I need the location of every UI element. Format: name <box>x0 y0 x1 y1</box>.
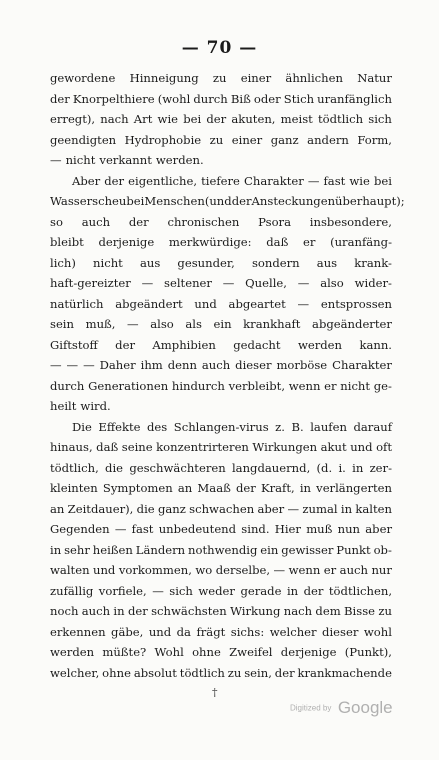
word: der <box>128 214 149 229</box>
word: auch <box>81 214 111 229</box>
word: er <box>324 378 337 393</box>
word: und <box>350 440 373 454</box>
word: aber <box>257 501 285 516</box>
word: derselbe, <box>215 563 271 577</box>
word: — <box>50 358 62 372</box>
word: muß <box>306 522 333 536</box>
word: auch <box>201 358 231 372</box>
word: Zeitdauer), <box>67 501 134 516</box>
word: Aber <box>72 173 101 188</box>
word: an <box>177 481 193 495</box>
digitized-watermark <box>290 698 393 718</box>
word: verbleibt, <box>228 378 286 393</box>
word: so <box>50 214 63 229</box>
word: heißen <box>92 542 133 557</box>
word: gäbe, <box>111 624 144 639</box>
word: werden <box>50 645 95 659</box>
text-line <box>50 314 392 335</box>
word: geendigten <box>50 132 117 147</box>
word: tödtlichen, <box>328 583 392 598</box>
word: oft <box>376 440 392 454</box>
word: gedacht <box>233 337 281 352</box>
word: Charakter <box>243 173 304 188</box>
word: ein <box>213 317 232 331</box>
word: auch <box>339 563 368 577</box>
word: z. <box>275 419 285 434</box>
word: Ländern <box>135 542 186 557</box>
word: tödtlich <box>317 112 364 126</box>
word: welcher <box>269 624 317 639</box>
word: in <box>299 481 312 495</box>
word: ohne <box>102 665 131 680</box>
word: wie <box>349 173 370 188</box>
text-line <box>50 89 392 110</box>
word: der <box>235 481 256 495</box>
word: der <box>115 337 135 352</box>
word: — <box>127 317 139 331</box>
word: meist <box>280 112 313 126</box>
word: nun <box>337 522 361 536</box>
word: bei <box>373 173 392 188</box>
word: nicht <box>340 378 371 393</box>
word: — <box>114 522 127 536</box>
word: Gegenden <box>50 522 110 536</box>
word: dem <box>315 604 341 618</box>
word: zu <box>209 132 224 147</box>
word: abgeartet <box>228 296 286 311</box>
word: chronischen <box>167 214 240 229</box>
word: abgeänderter <box>312 317 392 331</box>
word: bei <box>183 112 202 126</box>
word: Wasserscheu <box>50 194 127 208</box>
word: einer <box>240 71 272 85</box>
text-line <box>50 642 392 663</box>
word: wider- <box>354 276 392 290</box>
word: einer <box>231 132 263 147</box>
word: zu <box>227 665 242 680</box>
word: gewisser <box>281 542 334 557</box>
word: Zweifel <box>229 645 273 659</box>
word: ge- <box>373 378 392 393</box>
word: — <box>50 153 62 167</box>
word: bleibt <box>50 235 84 249</box>
text-line <box>50 478 392 499</box>
word: krank- <box>354 255 392 270</box>
word: morböse <box>276 358 328 372</box>
word: sondern <box>251 255 300 270</box>
word: sind. <box>241 522 270 536</box>
word: Hydrophobie <box>124 132 202 147</box>
text-line <box>50 417 392 438</box>
word: seltener <box>164 276 212 290</box>
word: uranfänglich <box>317 91 392 106</box>
word: merkwürdige: <box>168 235 252 249</box>
word: daß <box>266 235 289 249</box>
word: daß <box>96 440 119 454</box>
text-line <box>50 212 392 233</box>
word: — <box>222 276 235 290</box>
watermark-prefix: Digitized by <box>290 703 332 713</box>
word: und <box>194 296 217 311</box>
word: Psora <box>258 214 292 229</box>
text-line <box>50 273 392 294</box>
word: nothwendig <box>188 542 258 557</box>
word: tödtlich <box>179 665 225 680</box>
word: Generationen <box>88 378 169 393</box>
word: nicht <box>93 255 123 270</box>
word: erregt), <box>50 112 96 126</box>
word: weder <box>198 583 235 598</box>
word: entsprossen <box>320 296 392 311</box>
word: da <box>176 624 191 639</box>
text-line <box>50 376 392 397</box>
word: werden. <box>155 153 204 167</box>
text-line <box>50 232 392 253</box>
word: dieser <box>322 624 359 639</box>
word: Daher <box>99 358 136 372</box>
word: nicht <box>65 153 96 167</box>
word: kleinten <box>50 481 98 495</box>
word: tiefere <box>201 173 240 188</box>
word: heilt <box>50 399 77 413</box>
word: aber <box>365 522 392 536</box>
word: sich <box>368 112 392 126</box>
word: gerade <box>240 583 282 598</box>
word: fast <box>323 173 346 188</box>
word: Schlangen-virus <box>173 419 269 434</box>
word: in <box>50 542 62 557</box>
text-line <box>50 396 392 417</box>
word: — <box>307 173 320 188</box>
word: B. <box>291 419 304 434</box>
word: (d. <box>316 460 333 475</box>
word: geschwächteren <box>129 460 226 475</box>
word: der <box>274 665 295 680</box>
word: sein <box>50 317 74 331</box>
word: Hier <box>274 522 301 536</box>
word: ähnlichen <box>285 71 343 85</box>
word: zumal <box>302 501 338 516</box>
word: sein, <box>244 665 272 680</box>
word: der <box>206 112 227 126</box>
word: frägt <box>196 624 226 639</box>
word: aus <box>316 255 338 270</box>
word: — <box>141 276 154 290</box>
word: also <box>320 276 344 290</box>
word: dieser <box>235 358 272 372</box>
word: (uranfäng- <box>330 235 392 249</box>
word: — <box>297 276 310 290</box>
word: Art <box>133 112 153 126</box>
word: sich <box>169 583 193 598</box>
word: Stich <box>283 91 315 106</box>
word: sehr <box>64 542 90 557</box>
word: hinaus, <box>50 440 93 454</box>
word: kalten <box>355 501 392 516</box>
word: konzentrirteren <box>156 440 249 454</box>
word: überhaupt); <box>335 194 405 208</box>
text-line <box>50 191 405 212</box>
word: (und <box>204 194 232 208</box>
text-line <box>50 601 392 622</box>
dagger-ornament-icon: † <box>212 686 218 699</box>
text-line <box>50 109 392 130</box>
word: Effekte <box>98 419 141 434</box>
word: schwächsten <box>151 604 227 618</box>
word: gesunder, <box>177 255 235 270</box>
word: krankhaft <box>243 317 301 331</box>
text-line <box>50 581 392 602</box>
word: der <box>231 194 252 208</box>
word: Wirkungen <box>252 440 318 454</box>
word: andern <box>307 132 349 147</box>
word: Wirkung <box>230 604 281 618</box>
word: langdauernd, <box>231 460 311 475</box>
word: und <box>148 624 172 639</box>
word: die <box>136 501 155 516</box>
word: gewordene <box>50 71 116 85</box>
word: Form, <box>357 132 392 147</box>
word: zufällig <box>50 583 94 598</box>
word: absolut <box>133 665 177 680</box>
word: der <box>104 173 125 188</box>
text-line <box>50 499 392 520</box>
word: der <box>303 583 324 598</box>
word: seine <box>121 440 153 454</box>
text-line <box>50 130 392 151</box>
word: Symptomen <box>102 481 173 495</box>
word: Hinneigung <box>129 71 199 85</box>
word: wird. <box>80 399 111 413</box>
word: der <box>127 604 148 618</box>
word: abgeändert <box>115 296 183 311</box>
word: ohne <box>192 645 221 659</box>
word: Punkt <box>336 542 371 557</box>
word: vorfiele, <box>98 583 147 598</box>
text-line <box>50 150 392 171</box>
word: unbedeutend <box>158 522 237 536</box>
word: Die <box>72 419 92 434</box>
text-line <box>50 253 392 274</box>
word: des <box>147 419 168 434</box>
page-number: — 70 — <box>181 38 258 58</box>
word: Quelle, <box>245 276 287 290</box>
word: erkennen <box>50 624 106 639</box>
word: in <box>352 460 364 475</box>
word: Maaß <box>197 481 231 495</box>
word: durch <box>193 91 228 106</box>
word: — <box>66 358 79 372</box>
word: zu <box>378 604 392 618</box>
word: werden <box>297 337 343 352</box>
word: denn <box>167 358 197 372</box>
word: i. <box>338 460 346 475</box>
word: in <box>340 501 353 516</box>
word: nach <box>283 604 313 618</box>
word: wenn <box>288 378 321 393</box>
word: (Punkt), <box>344 645 392 659</box>
word: Bisse <box>344 604 376 618</box>
word: er <box>323 563 337 577</box>
text-line <box>50 540 392 561</box>
word: Wohl <box>154 645 184 659</box>
word: verlängerten <box>316 481 392 495</box>
word: wenn <box>288 563 321 577</box>
word: also <box>150 317 174 331</box>
word: lich) <box>50 255 76 270</box>
text-line <box>50 560 392 581</box>
word: auch <box>81 604 111 618</box>
word: ein <box>260 542 279 557</box>
word: in <box>113 604 125 618</box>
word: ganz <box>157 501 186 516</box>
text-line <box>50 622 392 643</box>
word: walten <box>50 563 90 577</box>
text-line <box>50 68 392 89</box>
text-line <box>50 171 392 192</box>
word: wie <box>157 112 179 126</box>
word: hindurch <box>171 378 225 393</box>
word: als <box>185 317 202 331</box>
word: aus <box>139 255 161 270</box>
text-line <box>50 355 392 376</box>
word: er <box>302 235 316 249</box>
text-line <box>50 519 392 540</box>
word: derjenige <box>98 235 155 249</box>
word: vorkommen, <box>118 563 192 577</box>
word: verkannt <box>99 153 152 167</box>
word: — <box>273 563 286 577</box>
word: (wohl <box>157 91 191 106</box>
text-body <box>50 68 405 683</box>
word: Ansteckungen <box>251 194 336 208</box>
word: und <box>93 563 116 577</box>
word: darauf <box>353 419 392 434</box>
word: Amphibien <box>152 337 216 352</box>
word: krankmachende <box>297 665 392 680</box>
word: sichs: <box>230 624 265 639</box>
word: — <box>83 358 95 372</box>
word: nur <box>371 563 392 577</box>
word: — <box>287 501 300 516</box>
word: wo <box>195 563 213 577</box>
word: ob- <box>373 542 392 557</box>
word: zu <box>212 71 227 85</box>
word: laufen <box>310 419 347 434</box>
word: — <box>152 583 164 598</box>
word: bei <box>126 194 145 208</box>
text-line <box>50 437 392 458</box>
word: welcher, <box>50 665 100 680</box>
word: ihm <box>140 358 163 372</box>
word: noch <box>50 604 79 618</box>
word: die <box>105 460 124 475</box>
word: Charakter <box>332 358 392 372</box>
word: derjenige <box>280 645 337 659</box>
word: Knorpelthiere <box>72 91 155 106</box>
word: Biß <box>230 91 251 106</box>
word: in <box>286 583 299 598</box>
word: an <box>50 501 65 516</box>
word: insbesondere, <box>309 214 392 229</box>
word: wohl <box>363 624 392 639</box>
word: müßte? <box>102 645 147 659</box>
word: tödtlich, <box>50 460 99 475</box>
word: Kraft, <box>260 481 295 495</box>
word: Natur <box>357 71 392 85</box>
word: haft-gereizter <box>50 276 131 290</box>
word: Giftstoff <box>50 337 98 352</box>
word: akut <box>320 440 347 454</box>
word: oder <box>253 91 281 106</box>
word: schwachen <box>189 501 255 516</box>
text-line <box>50 335 392 356</box>
word: fast <box>131 522 154 536</box>
word: ganz <box>270 132 299 147</box>
word: eigentliche, <box>128 173 198 188</box>
word: natürlich <box>50 296 104 311</box>
text-line <box>50 294 392 315</box>
word: muß, <box>85 317 116 331</box>
word: Menschen <box>144 194 205 208</box>
watermark-brand: Google <box>337 698 393 717</box>
word: nach <box>100 112 129 126</box>
word: der <box>50 91 70 106</box>
word: kann. <box>359 337 392 352</box>
text-line <box>50 663 392 684</box>
text-line <box>50 458 392 479</box>
word: zer- <box>369 460 392 475</box>
word: akuten, <box>231 112 276 126</box>
word: — <box>297 296 310 311</box>
word: durch <box>50 378 85 393</box>
